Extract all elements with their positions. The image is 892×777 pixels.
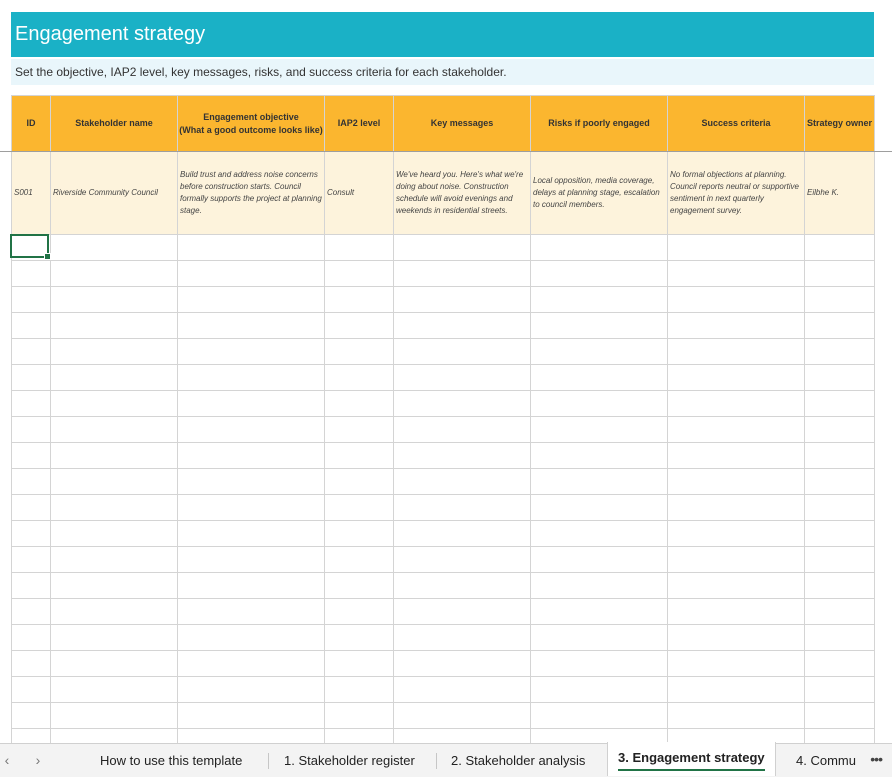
empty-cell[interactable]: [668, 729, 805, 744]
empty-cell[interactable]: [531, 677, 668, 703]
engagement-table: [11, 95, 875, 743]
empty-cell[interactable]: [394, 391, 531, 417]
empty-cell[interactable]: [178, 729, 325, 744]
empty-cell[interactable]: [325, 339, 394, 365]
empty-cell[interactable]: [531, 261, 668, 287]
empty-cell[interactable]: [668, 287, 805, 313]
header-success-criteria[interactable]: Success criteria: [668, 96, 805, 152]
empty-cell[interactable]: [805, 625, 875, 651]
empty-cell[interactable]: [805, 651, 875, 677]
empty-cell[interactable]: [531, 573, 668, 599]
empty-row: [12, 625, 875, 651]
empty-cell[interactable]: [12, 365, 51, 391]
empty-row: [12, 651, 875, 677]
empty-cell[interactable]: [325, 495, 394, 521]
empty-cell[interactable]: [12, 573, 51, 599]
empty-cell[interactable]: [178, 677, 325, 703]
empty-cell[interactable]: [531, 625, 668, 651]
empty-cell[interactable]: [805, 365, 875, 391]
empty-row: [12, 339, 875, 365]
empty-cell[interactable]: [178, 547, 325, 573]
empty-cell[interactable]: [178, 417, 325, 443]
sheet-subtitle: Set the objective, IAP2 level, key messages, risks, and success criteria for each stakeholder.: [11, 59, 874, 85]
empty-cell[interactable]: [178, 365, 325, 391]
empty-cell[interactable]: [325, 365, 394, 391]
empty-cell[interactable]: [805, 547, 875, 573]
empty-cell[interactable]: [178, 599, 325, 625]
empty-cell[interactable]: [51, 339, 178, 365]
empty-cell[interactable]: [531, 703, 668, 729]
cell-strategy-owner[interactable]: Eilbhe K.: [805, 152, 875, 235]
empty-cell[interactable]: [805, 287, 875, 313]
empty-cell[interactable]: [668, 547, 805, 573]
empty-cell[interactable]: [668, 365, 805, 391]
empty-cell[interactable]: [531, 391, 668, 417]
empty-cell[interactable]: [325, 261, 394, 287]
cell-iap2-level[interactable]: Consult: [325, 152, 394, 235]
empty-cell[interactable]: [51, 287, 178, 313]
empty-cell[interactable]: [394, 469, 531, 495]
empty-cell[interactable]: [51, 547, 178, 573]
empty-cell[interactable]: [805, 573, 875, 599]
empty-cell[interactable]: [51, 729, 178, 744]
empty-row: [12, 313, 875, 339]
empty-cell[interactable]: [805, 469, 875, 495]
empty-cell[interactable]: [51, 703, 178, 729]
empty-cell[interactable]: [531, 521, 668, 547]
empty-cell[interactable]: [51, 677, 178, 703]
empty-cell[interactable]: [325, 287, 394, 313]
empty-cell[interactable]: [325, 443, 394, 469]
empty-row: [12, 417, 875, 443]
cell-success-criteria[interactable]: No formal objections at planning. Council reports neutral or supportive sentiment in next quarterly engagement survey.: [668, 152, 805, 235]
header-iap2-level[interactable]: IAP2 level: [325, 96, 394, 152]
header-key-messages[interactable]: Key messages: [394, 96, 531, 152]
empty-cell[interactable]: [178, 339, 325, 365]
empty-cell[interactable]: [51, 391, 178, 417]
empty-cell[interactable]: [51, 573, 178, 599]
empty-cell[interactable]: [325, 417, 394, 443]
empty-cell[interactable]: [51, 495, 178, 521]
empty-cell[interactable]: [531, 443, 668, 469]
empty-cell[interactable]: [668, 391, 805, 417]
tab-stakeholder-analysis[interactable]: 2. Stakeholder analysis: [451, 753, 586, 768]
empty-cell[interactable]: [531, 417, 668, 443]
active-tab-indicator: [618, 769, 765, 771]
empty-row: [12, 573, 875, 599]
empty-cell[interactable]: [178, 625, 325, 651]
header-risks[interactable]: Risks if poorly engaged: [531, 96, 668, 152]
empty-cell[interactable]: [12, 313, 51, 339]
empty-row: [12, 495, 875, 521]
empty-cell[interactable]: [394, 677, 531, 703]
empty-row: [12, 677, 875, 703]
empty-cell[interactable]: [178, 495, 325, 521]
empty-cell[interactable]: [394, 443, 531, 469]
empty-cell[interactable]: [178, 391, 325, 417]
empty-cell[interactable]: [531, 287, 668, 313]
empty-cell[interactable]: [325, 469, 394, 495]
header-id[interactable]: ID: [12, 96, 51, 152]
empty-cell[interactable]: [51, 365, 178, 391]
empty-cell[interactable]: [531, 547, 668, 573]
empty-cell[interactable]: [325, 677, 394, 703]
empty-cell[interactable]: [178, 261, 325, 287]
empty-cell[interactable]: [668, 469, 805, 495]
empty-cell[interactable]: [668, 261, 805, 287]
empty-cell[interactable]: [668, 573, 805, 599]
empty-cell[interactable]: [12, 729, 51, 744]
empty-row: [12, 729, 875, 744]
empty-cell[interactable]: [51, 625, 178, 651]
empty-cell[interactable]: [325, 625, 394, 651]
cell-stakeholder-name[interactable]: Riverside Community Council: [51, 152, 178, 235]
tab-engagement-strategy-label: 3. Engagement strategy: [618, 750, 765, 765]
header-engagement-objective-label: Engagement objective (What a good outcome looks like): [179, 111, 323, 135]
empty-cell[interactable]: [668, 521, 805, 547]
empty-cell[interactable]: [12, 625, 51, 651]
empty-cell[interactable]: [394, 729, 531, 744]
empty-cell[interactable]: [805, 703, 875, 729]
empty-cell[interactable]: [178, 287, 325, 313]
header-engagement-objective[interactable]: [178, 96, 325, 152]
empty-cell[interactable]: [12, 443, 51, 469]
empty-cell[interactable]: [805, 729, 875, 744]
empty-cell[interactable]: [12, 703, 51, 729]
empty-cell[interactable]: [12, 261, 51, 287]
empty-cell[interactable]: [668, 625, 805, 651]
empty-cell[interactable]: [805, 339, 875, 365]
empty-cell[interactable]: [325, 521, 394, 547]
empty-cell[interactable]: [325, 729, 394, 744]
empty-cell[interactable]: [325, 391, 394, 417]
empty-cell[interactable]: [531, 235, 668, 261]
frozen-pane-divider: [0, 151, 892, 152]
empty-cell[interactable]: [394, 573, 531, 599]
empty-row: [12, 443, 875, 469]
empty-cell[interactable]: [394, 261, 531, 287]
empty-cell[interactable]: [805, 313, 875, 339]
empty-cell[interactable]: [531, 729, 668, 744]
empty-cell[interactable]: [325, 235, 394, 261]
empty-cell[interactable]: [668, 417, 805, 443]
empty-cell[interactable]: [531, 339, 668, 365]
empty-cell[interactable]: [805, 261, 875, 287]
sheet-title: Engagement strategy: [11, 12, 874, 57]
tab-engagement-strategy[interactable]: [607, 742, 776, 776]
empty-cell[interactable]: [51, 599, 178, 625]
empty-cell[interactable]: [531, 651, 668, 677]
header-strategy-owner[interactable]: Strategy owner: [805, 96, 875, 152]
empty-cell[interactable]: [325, 313, 394, 339]
empty-cell[interactable]: [531, 599, 668, 625]
empty-row: [12, 547, 875, 573]
empty-cell[interactable]: [394, 313, 531, 339]
empty-cell[interactable]: [805, 391, 875, 417]
empty-row: [12, 261, 875, 287]
empty-cell[interactable]: [12, 339, 51, 365]
empty-cell[interactable]: [394, 651, 531, 677]
empty-cell[interactable]: [12, 521, 51, 547]
empty-cell[interactable]: [178, 651, 325, 677]
empty-cell[interactable]: [394, 287, 531, 313]
empty-cell[interactable]: [51, 261, 178, 287]
empty-cell[interactable]: [805, 599, 875, 625]
empty-cell[interactable]: [51, 235, 178, 261]
empty-cell[interactable]: [178, 443, 325, 469]
empty-cell[interactable]: [12, 287, 51, 313]
empty-row: [12, 287, 875, 313]
empty-row: [12, 469, 875, 495]
chevron-right-icon[interactable]: ›: [35, 752, 41, 768]
empty-cell[interactable]: [12, 391, 51, 417]
empty-cell[interactable]: [805, 235, 875, 261]
empty-row: [12, 365, 875, 391]
empty-cell[interactable]: [12, 651, 51, 677]
table-row: [12, 152, 875, 235]
empty-row: [12, 521, 875, 547]
empty-cell[interactable]: [325, 547, 394, 573]
empty-row: [12, 235, 875, 261]
empty-cell[interactable]: [51, 443, 178, 469]
empty-cell[interactable]: [394, 625, 531, 651]
active-cell-selection[interactable]: [10, 234, 49, 258]
empty-cell[interactable]: [394, 339, 531, 365]
empty-cell[interactable]: [12, 469, 51, 495]
empty-cell[interactable]: [668, 235, 805, 261]
tab-separator: [436, 753, 437, 769]
empty-cell[interactable]: [325, 573, 394, 599]
empty-row: [12, 391, 875, 417]
chevron-left-icon[interactable]: ‹: [4, 752, 10, 768]
empty-cell[interactable]: [668, 677, 805, 703]
cell-risks[interactable]: Local opposition, media coverage, delays at planning stage, escalation to council members.: [531, 152, 668, 235]
more-horizontal-icon[interactable]: •••: [870, 751, 882, 767]
empty-cell[interactable]: [531, 469, 668, 495]
empty-cell[interactable]: [394, 365, 531, 391]
empty-cell[interactable]: [12, 677, 51, 703]
empty-cell[interactable]: [394, 547, 531, 573]
cell-id[interactable]: S001: [12, 152, 51, 235]
fill-handle[interactable]: [44, 253, 51, 260]
empty-cell[interactable]: [668, 599, 805, 625]
empty-cell[interactable]: [668, 495, 805, 521]
empty-cell[interactable]: [178, 703, 325, 729]
empty-cell[interactable]: [51, 469, 178, 495]
empty-cell[interactable]: [531, 495, 668, 521]
empty-cell[interactable]: [394, 417, 531, 443]
empty-cell[interactable]: [12, 547, 51, 573]
empty-row: [12, 599, 875, 625]
empty-cell[interactable]: [394, 703, 531, 729]
empty-cell[interactable]: [51, 417, 178, 443]
empty-cell[interactable]: [805, 521, 875, 547]
tab-how-to-use[interactable]: How to use this template: [100, 753, 243, 768]
empty-cell[interactable]: [12, 599, 51, 625]
empty-cell[interactable]: [12, 417, 51, 443]
empty-cell[interactable]: [668, 313, 805, 339]
cell-key-messages[interactable]: We've heard you. Here's what we're doing about noise. Construction schedule will avoid evenings and weekends in residential streets.: [394, 152, 531, 235]
empty-cell[interactable]: [668, 339, 805, 365]
empty-cell[interactable]: [394, 495, 531, 521]
empty-cell[interactable]: [51, 313, 178, 339]
empty-cell[interactable]: [394, 521, 531, 547]
empty-cell[interactable]: [178, 521, 325, 547]
empty-cell[interactable]: [668, 703, 805, 729]
tab-separator: [268, 753, 269, 769]
empty-cell[interactable]: [805, 495, 875, 521]
empty-cell[interactable]: [51, 651, 178, 677]
empty-cell[interactable]: [178, 235, 325, 261]
empty-cell[interactable]: [805, 417, 875, 443]
tab-communication[interactable]: 4. Commu: [796, 753, 856, 768]
empty-cell[interactable]: [805, 443, 875, 469]
sheet-tab-bar: [0, 743, 892, 777]
empty-cell[interactable]: [805, 677, 875, 703]
header-stakeholder-name[interactable]: Stakeholder name: [51, 96, 178, 152]
empty-cell[interactable]: [325, 703, 394, 729]
empty-cell[interactable]: [325, 599, 394, 625]
empty-cell[interactable]: [531, 365, 668, 391]
empty-cell[interactable]: [178, 469, 325, 495]
spreadsheet-grid[interactable]: [0, 95, 892, 743]
tab-stakeholder-register[interactable]: 1. Stakeholder register: [284, 753, 415, 768]
empty-cell[interactable]: [668, 651, 805, 677]
empty-cell[interactable]: [12, 495, 51, 521]
empty-cell[interactable]: [325, 651, 394, 677]
empty-cell[interactable]: [394, 235, 531, 261]
empty-cell[interactable]: [178, 313, 325, 339]
empty-cell[interactable]: [51, 521, 178, 547]
empty-cell[interactable]: [668, 443, 805, 469]
empty-row: [12, 703, 875, 729]
cell-engagement-objective[interactable]: Build trust and address noise concerns before construction starts. Council formally supports the project at planning stage.: [178, 152, 325, 235]
empty-cell[interactable]: [394, 599, 531, 625]
empty-cell[interactable]: [531, 313, 668, 339]
empty-cell[interactable]: [178, 573, 325, 599]
